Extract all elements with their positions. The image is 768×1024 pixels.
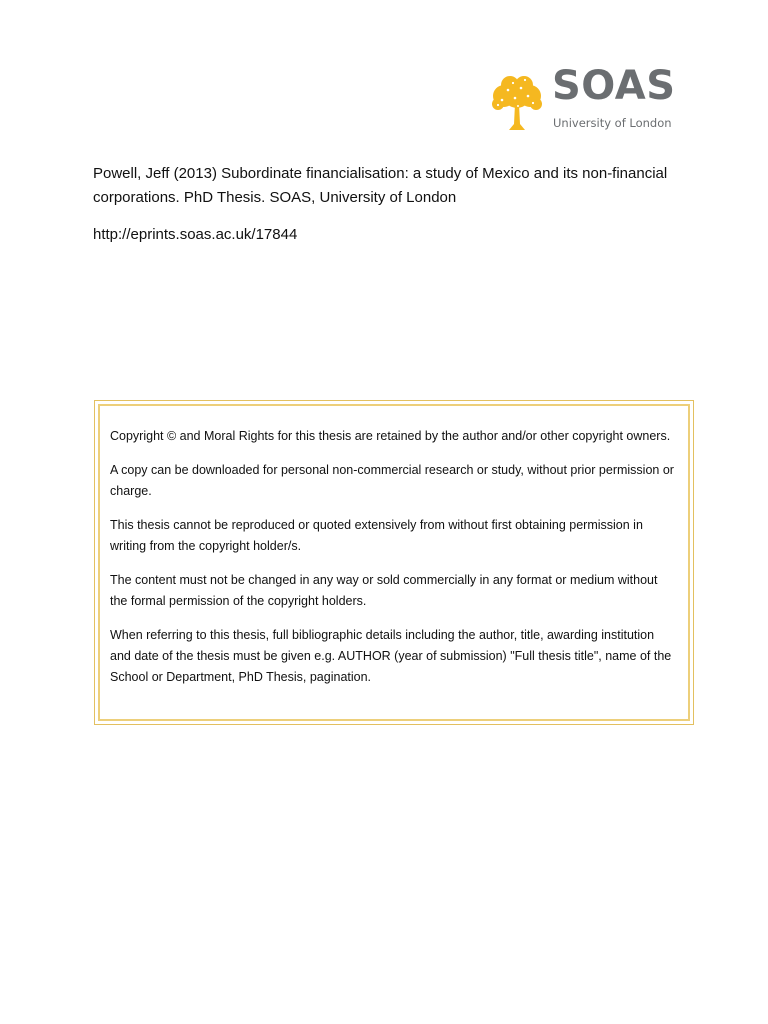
notice-paragraph-referencing: When referring to this thesis, full bibliographic details including the author, title, awarding institution and date of the thesis must be given e.g. AUTHOR (year of submission) "Full thesis title", name of the School or Department, PhD Thesis, pagination. <box>110 628 672 684</box>
copyright-notice-inner <box>98 404 690 721</box>
notice-paragraph-download: A copy can be downloaded for personal non-commercial research or study, without prior permission or charge. <box>110 463 674 498</box>
copyright-notice <box>94 400 694 725</box>
notice-paragraph-reproduction: This thesis cannot be reproduced or quoted extensively from without first obtaining permission in writing from the copyright holder/s. <box>110 518 643 553</box>
eprint-url[interactable]: http://eprints.soas.ac.uk/17844 <box>93 226 298 243</box>
notice-paragraph-copyright: Copyright © and Moral Rights for this thesis are retained by the author and/or other copyright owners. <box>110 429 671 443</box>
citation: Powell, Jeff (2013) Subordinate financialisation: a study of Mexico and its non-financial corporations. PhD Thesis. SOAS, University of London <box>93 165 668 206</box>
logo-wordmark: SOAS <box>552 63 676 109</box>
soas-logo <box>488 63 684 134</box>
notice-paragraph-modification: The content must not be changed in any way or sold commercially in any format or medium without the formal permission of the copyright holders. <box>110 573 658 608</box>
logo-subtitle: University of London <box>553 116 672 130</box>
tree-icon <box>488 74 546 132</box>
